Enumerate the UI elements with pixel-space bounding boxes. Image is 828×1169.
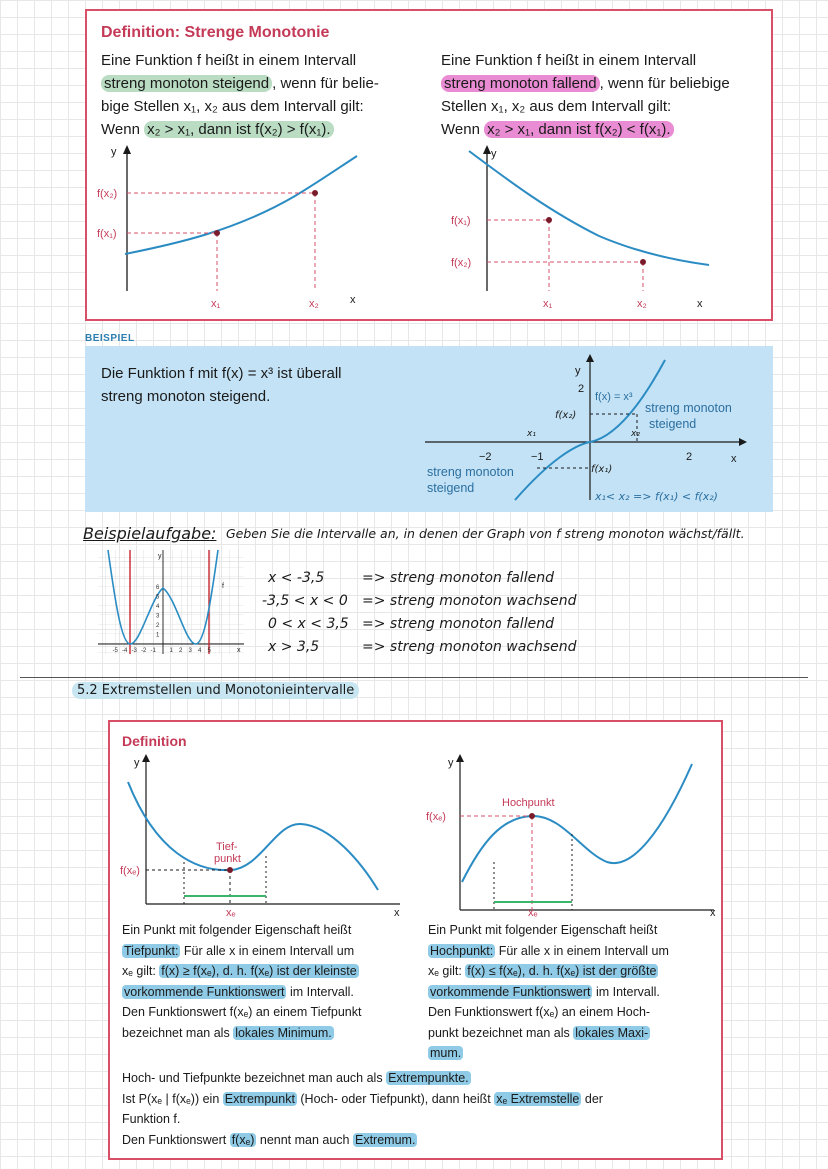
x-tick-label: -3 xyxy=(131,648,137,654)
increasing-curve xyxy=(125,156,357,254)
interval-2: -3,5 < x < 0 xyxy=(262,593,348,609)
text-span: Wenn xyxy=(441,121,485,138)
highlight-term: vorkommende Funktionswert xyxy=(124,984,285,999)
text-line xyxy=(428,982,718,1003)
y-axis-arrow xyxy=(483,145,491,154)
y-axis-arrow xyxy=(456,754,464,762)
beispiel-box xyxy=(85,346,773,512)
text-line: streng monoton steigend. xyxy=(101,388,271,405)
y-label: y xyxy=(134,757,140,769)
label-fx1: f(x₁) xyxy=(451,215,471,227)
label-x1: x₁ xyxy=(543,298,553,310)
text-line: Stellen x₁, x₂ aus dem Intervall gilt: xyxy=(441,98,672,115)
hand-note: x₁< x₂ => f(x₁) < f(x₂) xyxy=(595,490,718,503)
tiefpunkt-marker xyxy=(227,867,233,873)
highlight-term: Extrempunkt xyxy=(224,1091,295,1106)
text-span: Für alle x in einem Intervall um xyxy=(180,943,355,958)
beispiel-text xyxy=(101,362,401,408)
label-fxe: f(xₑ) xyxy=(426,811,446,823)
decreasing-curve xyxy=(469,151,709,265)
highlight-term: lokales Maxi- xyxy=(575,1025,649,1040)
highlight-term: f(xₑ) xyxy=(231,1132,255,1147)
text-line xyxy=(122,961,412,982)
section-title: 5.2 Extremstellen und Monotonieintervalle xyxy=(72,682,359,699)
beispiel-label: BEISPIEL xyxy=(85,333,135,344)
y-axis-arrow xyxy=(123,145,131,154)
text-line xyxy=(441,118,771,141)
highlight-term: Extrempunkte. xyxy=(388,1071,469,1085)
x-tick-label: 2 xyxy=(179,648,183,654)
text-line: Ein Punkt mit folgender Eigenschaft heißt xyxy=(428,923,658,937)
x-tick-label: -2 xyxy=(141,648,147,654)
x-tick-label: -5 xyxy=(112,648,118,654)
hochpunkt-text xyxy=(428,920,718,1064)
tick-x2: 2 xyxy=(686,451,693,463)
x-label: x xyxy=(710,907,716,917)
x-tick-label: 4 xyxy=(198,648,202,654)
label-fx1: f(x₁) xyxy=(97,228,117,240)
task-graph xyxy=(96,548,246,666)
text-line: Eine Funktion f heißt in einem Intervall xyxy=(441,52,697,69)
text-line xyxy=(428,1043,718,1064)
text-line xyxy=(122,1089,712,1110)
y-label: y xyxy=(448,757,454,769)
y-axis-arrow xyxy=(142,754,150,762)
graph-increasing xyxy=(95,141,385,311)
y-tick-label: 1 xyxy=(156,632,160,639)
x-tick-label: -4 xyxy=(122,648,128,654)
text-line xyxy=(122,1130,712,1151)
definition-title: Definition xyxy=(122,733,187,749)
y-label: y xyxy=(575,365,581,377)
task-title xyxy=(83,524,216,543)
highlight-term: streng monoton steigend xyxy=(101,75,272,92)
y-label: y xyxy=(111,146,117,158)
interval-3: 0 < x < 3,5 xyxy=(268,616,349,632)
x-tick-label: 3 xyxy=(188,648,192,654)
highlight-condition: x₂ > x₁, dann ist f(x₂) > f(x₁). xyxy=(144,121,333,138)
text-line xyxy=(428,961,718,982)
x-label: x xyxy=(731,453,737,465)
text-line: Den Funktionswert f(xₑ) an einem Hoch- xyxy=(428,1005,651,1019)
label-fx2: f(x₂) xyxy=(451,257,472,269)
point-x2 xyxy=(640,259,646,265)
text-span: Ist P(xₑ | f(xₑ)) ein xyxy=(122,1091,223,1106)
text-line: Funktion f. xyxy=(122,1112,181,1126)
hoch-curve xyxy=(462,764,692,882)
x-tick-label: -1 xyxy=(150,648,156,654)
definition-title: Definition: Strenge Monotonie xyxy=(101,24,330,41)
label-x2: x₂ xyxy=(309,298,319,310)
graph-cubic xyxy=(415,350,769,510)
point-x1 xyxy=(214,230,220,236)
label-tief-2: punkt xyxy=(214,853,241,865)
definition-box-extrem xyxy=(108,720,723,1160)
x-axis-arrow xyxy=(739,438,747,446)
text-line xyxy=(101,72,431,95)
left-label-1: streng monoton xyxy=(427,465,514,479)
highlight-term: mum. xyxy=(430,1046,462,1060)
y-tick-label: 3 xyxy=(156,613,160,620)
definition-box-monotonie xyxy=(85,9,773,321)
grid xyxy=(98,550,244,654)
left-label-2: steigend xyxy=(427,481,475,495)
right-label-2: steigend xyxy=(649,417,697,431)
text-line: Eine Funktion f heißt in einem Intervall xyxy=(101,52,357,69)
y-axis-arrow xyxy=(586,354,594,362)
task-title-text: Beispielaufgabe: xyxy=(83,524,217,543)
text-line xyxy=(428,941,718,962)
text-span: Für alle x in einem Intervall um xyxy=(495,943,669,958)
f-label: f xyxy=(222,583,224,590)
x-label: x xyxy=(697,298,703,310)
hand-fx2: f(x₂) xyxy=(555,410,577,421)
text-line xyxy=(101,118,431,141)
fx-label: f(x) = x³ xyxy=(595,391,633,403)
tiefpunkt-text xyxy=(122,920,412,1043)
highlight-term: Hochpunkt: xyxy=(430,943,494,958)
interval-4: x > 3,5 xyxy=(268,639,320,655)
label-x2: x₂ xyxy=(637,298,647,310)
text-line: Die Funktion f mit f(x) = x³ ist überall xyxy=(101,365,342,382)
highlight-condition: f(x) ≥ f(xₑ), d. h. f(xₑ) ist der kleinste xyxy=(161,964,357,978)
text-span: , wenn für belie- xyxy=(272,75,379,92)
y-label: y xyxy=(491,148,497,160)
extrem-summary xyxy=(122,1068,712,1150)
highlight-term: streng monoton fallend xyxy=(441,75,600,92)
x-label: x xyxy=(350,294,356,306)
definition-right-text xyxy=(441,49,771,141)
label-x1: x₁ xyxy=(211,298,221,310)
highlight-term: Tiefpunkt: xyxy=(124,943,179,958)
text-span: im Intervall. xyxy=(286,984,354,999)
y-tick-label: 4 xyxy=(156,604,160,610)
x-label: x xyxy=(237,647,241,654)
label-fx2: f(x₂) xyxy=(97,188,118,200)
text-line xyxy=(441,72,771,95)
graph-hochpunkt xyxy=(422,752,720,917)
tick-xm1: −1 xyxy=(531,451,544,463)
highlight-term: lokales Minimum. xyxy=(235,1025,332,1040)
point-x2 xyxy=(312,190,318,196)
highlight-term: vorkommende Funktionswert xyxy=(430,984,591,999)
graph-decreasing xyxy=(439,141,729,311)
section-divider xyxy=(20,677,808,678)
y-tick-label: 5 xyxy=(156,594,160,601)
answer-4: => streng monoton wachsend xyxy=(362,639,577,655)
text-span: (Hoch- oder Tiefpunkt), dann heißt xyxy=(296,1091,495,1106)
label-tief-1: Tief- xyxy=(216,841,238,853)
highlight-term: Extremum. xyxy=(355,1132,416,1147)
text-span: xₑ gilt: xyxy=(122,964,160,978)
hochpunkt-marker xyxy=(529,813,535,819)
highlight-condition: f(x) ≤ f(xₑ), d. h. f(xₑ) ist der größte xyxy=(467,964,657,978)
text-span: bezeichnet man als xyxy=(122,1025,234,1040)
text-line: bige Stellen x₁, x₂ aus dem Intervall gilt: xyxy=(101,98,364,115)
graph-tiefpunkt xyxy=(116,752,406,917)
text-line: Ein Punkt mit folgender Eigenschaft heißt xyxy=(122,923,352,937)
highlight-condition: x₂ > x₁, dann ist f(x₂) < f(x₁). xyxy=(484,121,673,138)
y-tick-label: 6 xyxy=(156,585,160,591)
text-span: xₑ gilt: xyxy=(428,964,466,978)
text-span: nennt man auch xyxy=(256,1132,353,1147)
text-line xyxy=(122,982,412,1003)
text-span: der xyxy=(581,1091,603,1106)
label-fxe: f(xₑ) xyxy=(120,865,140,877)
hand-x2: x₂ xyxy=(631,429,640,439)
text-span: Hoch- und Tiefpunkte bezeichnet man auch als xyxy=(122,1071,387,1085)
interval-1: x < -3,5 xyxy=(268,570,325,586)
text-line: Den Funktionswert f(xₑ) an einem Tiefpunkt xyxy=(122,1005,362,1019)
text-line xyxy=(122,941,412,962)
label-xe: xₑ xyxy=(528,907,538,917)
hand-fx1: f(x₁) xyxy=(591,464,613,475)
highlight-term: xₑ Extremstelle xyxy=(496,1091,580,1106)
point-x1 xyxy=(546,217,552,223)
y-tick-label: 2 xyxy=(156,623,160,629)
x-label: x xyxy=(394,907,400,917)
label-xe: xₑ xyxy=(226,907,236,917)
definition-left-text xyxy=(101,49,431,141)
text-span: punkt bezeichnet man als xyxy=(428,1025,574,1040)
tick-y2: 2 xyxy=(578,383,585,395)
x-tick-label: 1 xyxy=(169,648,173,654)
answer-2: => streng monoton wachsend xyxy=(362,593,577,609)
text-line xyxy=(122,1023,412,1044)
text-span: im Intervall. xyxy=(592,984,660,999)
right-label-1: streng monoton xyxy=(645,401,732,415)
text-span: Wenn xyxy=(101,121,145,138)
x-tick-label: 5 xyxy=(207,648,211,654)
task-text: Geben Sie die Intervalle an, in denen der Graph von f streng monoton wächst/fällt. xyxy=(226,526,745,541)
answer-1: => streng monoton fallend xyxy=(362,570,554,586)
y-label: y xyxy=(158,553,162,560)
label-hoch: Hochpunkt xyxy=(502,797,555,809)
text-span: Den Funktionswert xyxy=(122,1132,230,1147)
text-span: , wenn für beliebige xyxy=(599,75,730,92)
answer-3: => streng monoton fallend xyxy=(362,616,554,632)
tick-xm2: −2 xyxy=(479,451,492,463)
hand-x1: x₁ xyxy=(527,429,536,439)
text-line xyxy=(122,1068,712,1089)
tief-curve xyxy=(128,782,378,890)
text-line xyxy=(428,1023,718,1044)
